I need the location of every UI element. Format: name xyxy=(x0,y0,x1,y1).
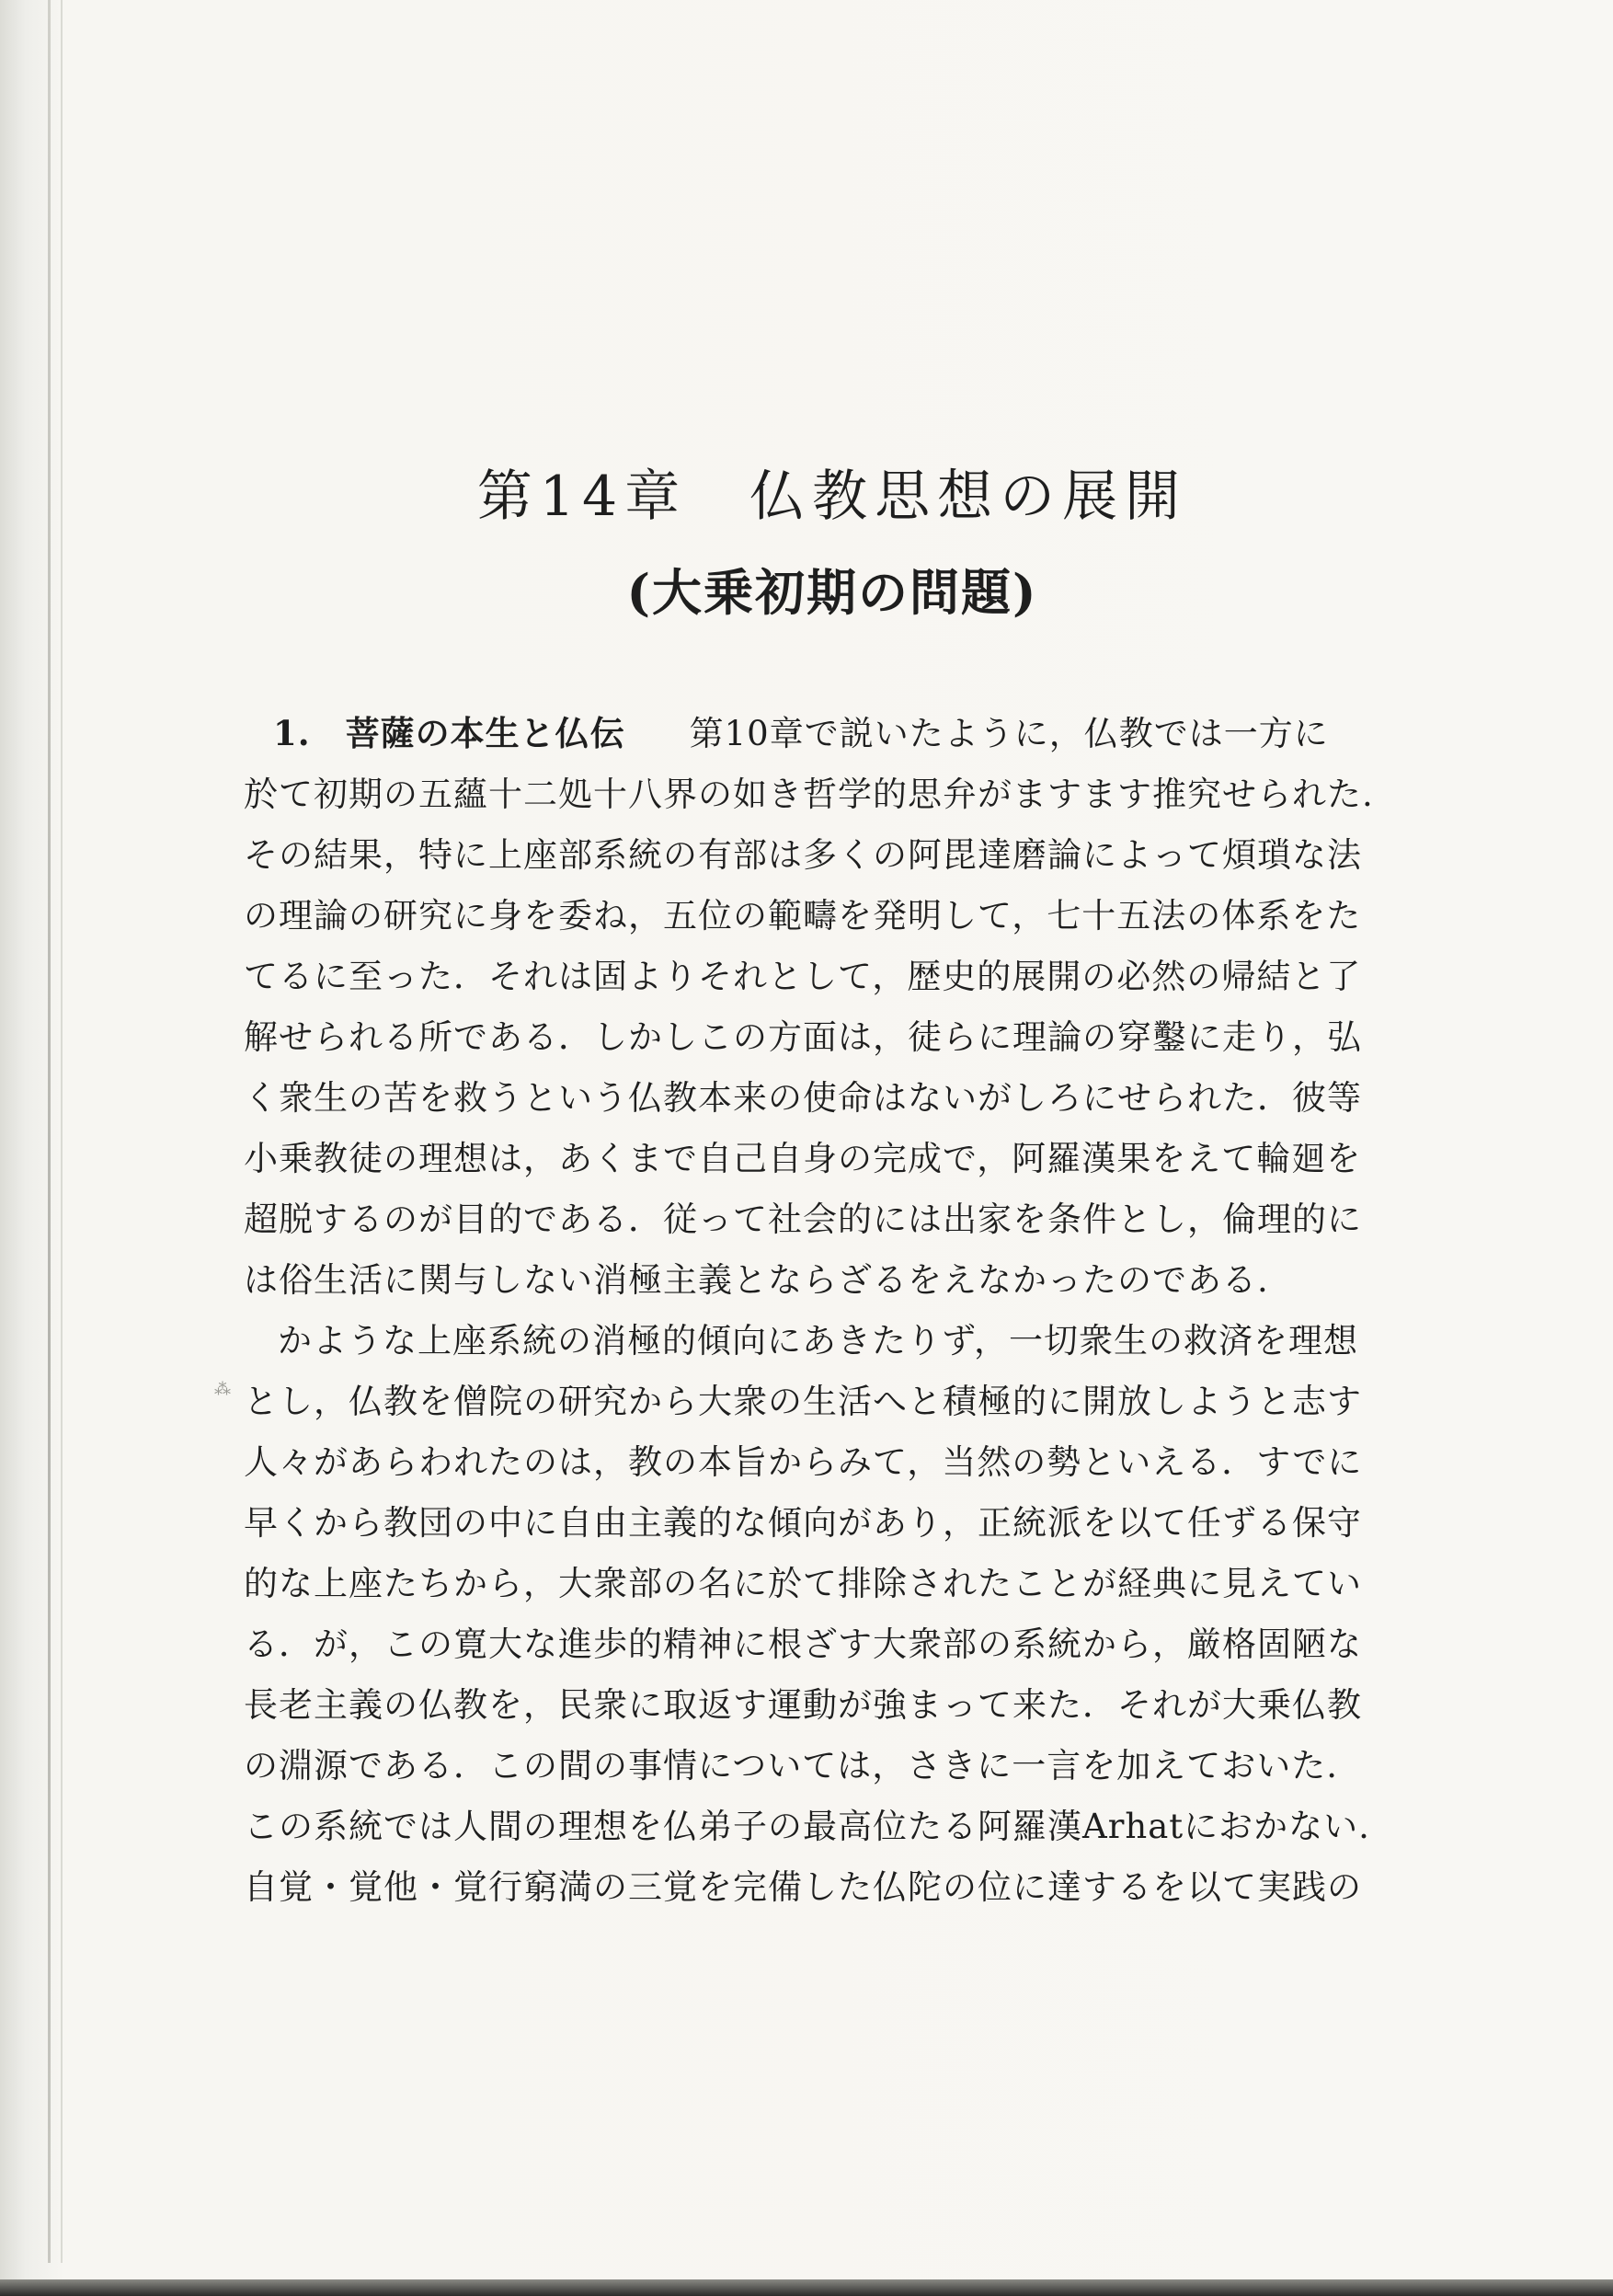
section-number: 1. xyxy=(273,713,311,753)
paragraph-2-line: この系統では人間の理想を仏弟子の最高位たる阿羅漢Arhatにおかない. xyxy=(244,1807,1370,1846)
book-spine-shadow xyxy=(48,0,51,2263)
paragraph-2-line: とし，仏教を僧院の研究から大衆の生活へと積極的に開放しようと志す xyxy=(244,1382,1362,1421)
paper-speck: ⁂ xyxy=(214,1380,231,1399)
scanner-bottom-edge xyxy=(0,2279,1613,2296)
paragraph-2-line: 自覚・覚他・覚行窮満の三覚を完備した仏陀の位に達するを以て実践の xyxy=(244,1867,1362,1907)
paragraph-2-line: 早くから教団の中に自由主義的な傾向があり，正統派を以て任ずる保守 xyxy=(244,1503,1362,1543)
paragraph-1-line: く衆生の苦を救うという仏教本来の使命はないがしろにせられた．彼等 xyxy=(244,1078,1362,1118)
paragraph-1-line-1: 第10章で説いたように，仏教では一方に xyxy=(689,714,1329,753)
text-line xyxy=(244,703,1347,764)
paragraph-2-line: 人々があらわれたのは，教の本旨からみて，当然の勢といえる．すでに xyxy=(244,1442,1363,1482)
paragraph-1-line: 小乗教徒の理想は，あくまで自己自身の完成で，阿羅漢果をえて輪廻を xyxy=(244,1139,1362,1178)
paragraph-2-line: 的な上座たちから，大衆部の名に於て排除されたことが経典に見えてい xyxy=(244,1564,1362,1603)
paragraph-2-line-1: かような上座系統の消極的傾向にあきたりず，一切衆生の救済を理想 xyxy=(278,1321,1359,1360)
chapter-title: 第14章 仏教思想の展開 xyxy=(476,465,1188,529)
paragraph-1-line: は俗生活に関与しない消極主義とならざるをえなかったのである. xyxy=(244,1260,1269,1300)
book-spine-edge xyxy=(61,0,63,2263)
paragraph-2-line: る．が，この寛大な進歩的精神に根ざす大衆部の系統から，厳格固陋な xyxy=(244,1624,1362,1664)
paragraph-1-line: 於て初期の五蘊十二処十八界の如き哲学的思弁がますます推究せられた. xyxy=(244,775,1374,814)
paragraph-1-line: てるに至った．それは固よりそれとして，歴史的展開の必然の帰結と了 xyxy=(244,957,1362,996)
paragraph-1-line: の理論の研究に身を委ね，五位の範疇を発明して，七十五法の体系をた xyxy=(244,896,1362,936)
body-text xyxy=(244,703,1374,1918)
section-title: 菩薩の本生と仏伝 xyxy=(345,714,625,753)
paragraph-2-line: の淵源である．この間の事情については，さきに一言を加えておいた. xyxy=(244,1746,1339,1785)
paragraph-2-line: 長老主義の仏教を，民衆に取返す運動が強まって来た．それが大乗仏教 xyxy=(244,1685,1362,1725)
paragraph-1-line: 超脱するのが目的である．従って社会的には出家を条件とし，倫理的に xyxy=(244,1200,1362,1239)
paragraph-1-line: 解せられる所である．しかしこの方面は，徒らに理論の穿鑿に走り，弘 xyxy=(244,1017,1362,1057)
paragraph-1-line: その結果，特に上座部系統の有部は多くの阿毘達磨論によって煩瑣な法 xyxy=(244,835,1362,875)
chapter-subtitle: (大乗初期の問題) xyxy=(626,563,1038,622)
